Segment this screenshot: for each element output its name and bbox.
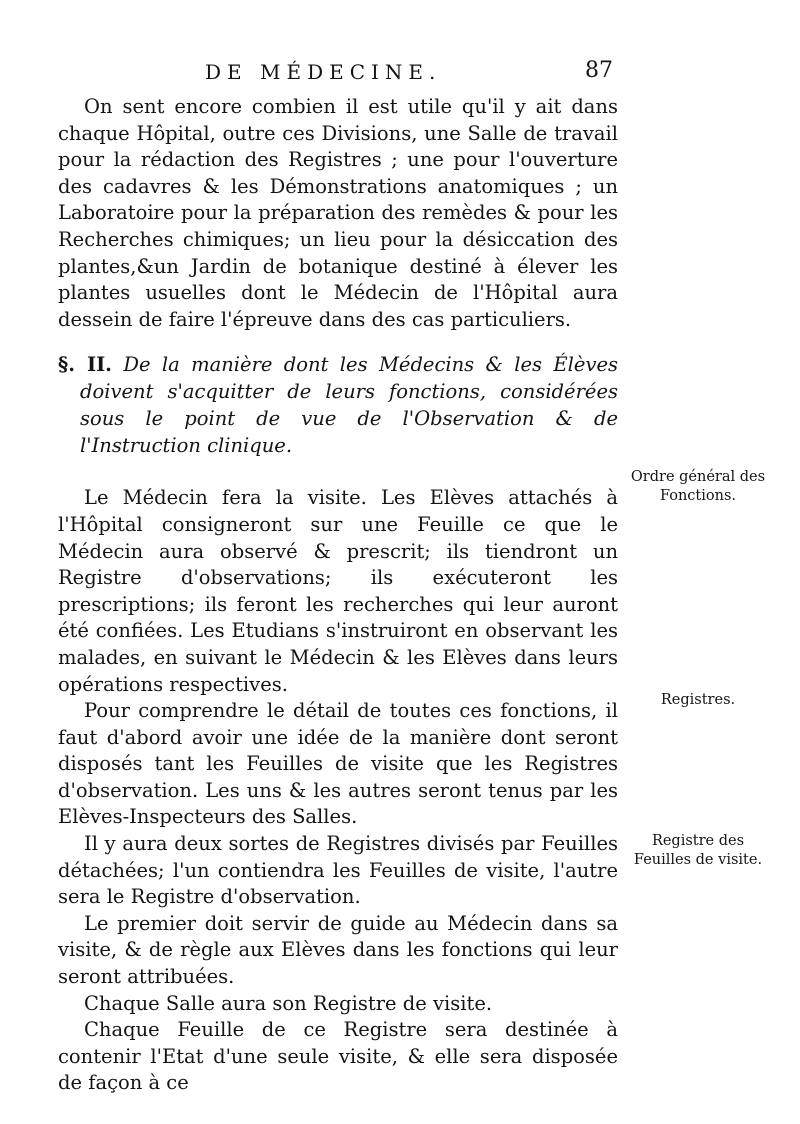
section-title: De la manière dont les Médecins & les Élèves doivent s'acquitter de leurs fonctions, considérées sous le point de vue de l'Observation & de l'Instruction clinique. bbox=[80, 353, 619, 458]
paragraph: Le Médecin fera la visite. Les Elèves attachés à l'Hôpital consigneront sur une Feuille ce que le Médecin aura observé & prescrit; ils tiendront un Registre d'observations; ils exécuteront les prescriptions; ils feront les recherches qui leur auront été confiées. Les Etudians s'instruiront en observant les malades, en suivant le Médecin & les Elèves dans leurs opérations respectives. bbox=[58, 486, 618, 696]
page-number: 87 bbox=[585, 58, 613, 83]
main-text bbox=[58, 94, 618, 1097]
margin-note-registres: Registres. bbox=[660, 692, 736, 708]
section-heading bbox=[58, 351, 618, 459]
paragraph: Il y aura deux sortes de Registres divisés par Feuilles détachées; l'un contiendra les Feuilles de visite, l'autre sera le Registre d'observation. bbox=[58, 832, 618, 909]
paragraph: Pour comprendre le détail de toutes ces fonctions, il faut d'abord avoir une idée de la manière dont seront disposés tant les Feuilles de visite que les Registres d'observation. Les uns & les autres seront tenus par les Elèves-Inspecteurs des Salles. bbox=[58, 699, 618, 829]
section-mark: §. II. bbox=[58, 353, 112, 377]
paragraph: Chaque Salle aura son Registre de visite. bbox=[84, 991, 493, 1015]
margin-note-ordre: Ordre général des Fonctions. bbox=[630, 469, 766, 504]
running-title: DE MÉDECINE. bbox=[205, 60, 442, 84]
paragraph: On sent encore combien il est utile qu'il y ait dans chaque Hôpital, outre ces Divisions, une Salle de travail pour la rédaction des Registres ; une pour l'ouverture des cadavres & les Démonstrations anatomiques ; un Laboratoire pour la préparation des remèdes & pour les Recherches chimiques; un lieu pour la désiccation des plantes,&un Jardin de botanique destiné à élever les plantes usuelles dont le Médecin de l'Hôpital aura dessein de faire l'épreuve dans des cas particuliers. bbox=[58, 95, 618, 331]
paragraph: Le premier doit servir de guide au Médecin dans sa visite, & de règle aux Elèves dans les fonctions qui leur seront attribuées. bbox=[58, 911, 618, 989]
paragraph: Chaque Feuille de ce Registre sera destinée à contenir l'Etat d'une seule visite, & elle sera disposée de façon à ce bbox=[58, 1018, 618, 1095]
margin-note-registre-visite: Registre des Feuilles de visite. bbox=[633, 833, 763, 868]
page-header bbox=[0, 56, 800, 92]
